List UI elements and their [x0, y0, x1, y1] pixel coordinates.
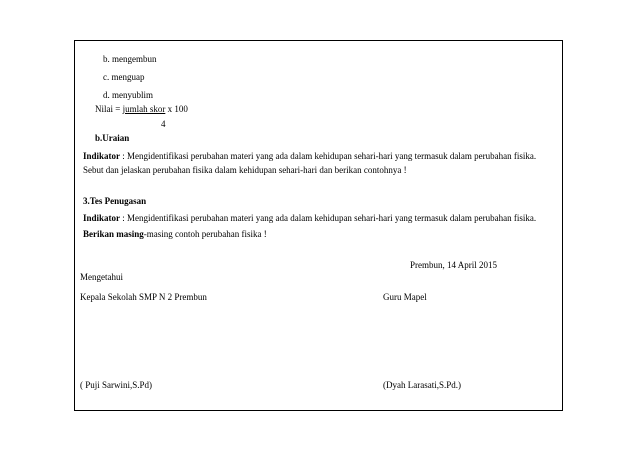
penugasan-task: [83, 229, 267, 240]
principal-name: ( Puji Sarwini,S.Pd): [80, 380, 153, 390]
uraian-question: Sebut dan jelaskan perubahan fisika dalam kehidupan sehari-hari dan berikan contohnya !: [83, 165, 407, 175]
teacher-title: Guru Mapel: [383, 292, 427, 302]
penugasan-task-rest: -masing contoh perubahan fisika !: [143, 229, 267, 239]
option-c: c. menguap: [103, 72, 145, 82]
penugasan-task-bold: Berikan masing: [83, 229, 144, 239]
acknowledged-label: Mengetahui: [80, 272, 123, 282]
option-b: b. mengembun: [103, 54, 157, 64]
uraian-indicator-text: : Mengidentifikasi perubahan materi yang ada dalam kehidupan sehari-hari yang termasuk dalam perubahan fisika.: [122, 151, 537, 161]
option-d: d. menyublim: [103, 90, 153, 100]
score-multiplier: x 100: [167, 104, 188, 114]
penugasan-indicator-label: Indikator: [83, 213, 121, 223]
penugasan-indicator-text: : Mengidentifikasi perubahan materi yang ada dalam kehidupan sehari-hari yang termasuk dalam perubahan fisika.: [122, 213, 537, 223]
principal-title: Kepala Sekolah SMP N 2 Prembun: [80, 292, 207, 302]
uraian-indicator-label: Indikator: [83, 151, 121, 161]
uraian-heading: b.Uraian: [95, 133, 130, 143]
penugasan-indicator: [83, 213, 536, 224]
score-denominator: 4: [161, 119, 166, 129]
uraian-indicator: [83, 151, 536, 162]
teacher-name: (Dyah Larasati,S.Pd.): [383, 380, 461, 390]
score-formula: [95, 104, 188, 115]
score-label: Nilai: [95, 104, 113, 114]
penugasan-heading: 3.Tes Penugasan: [83, 196, 147, 206]
place-date: Prembun, 14 April 2015: [410, 260, 497, 270]
score-equals: =: [115, 104, 121, 114]
score-numerator: jumlah skor: [122, 104, 166, 114]
